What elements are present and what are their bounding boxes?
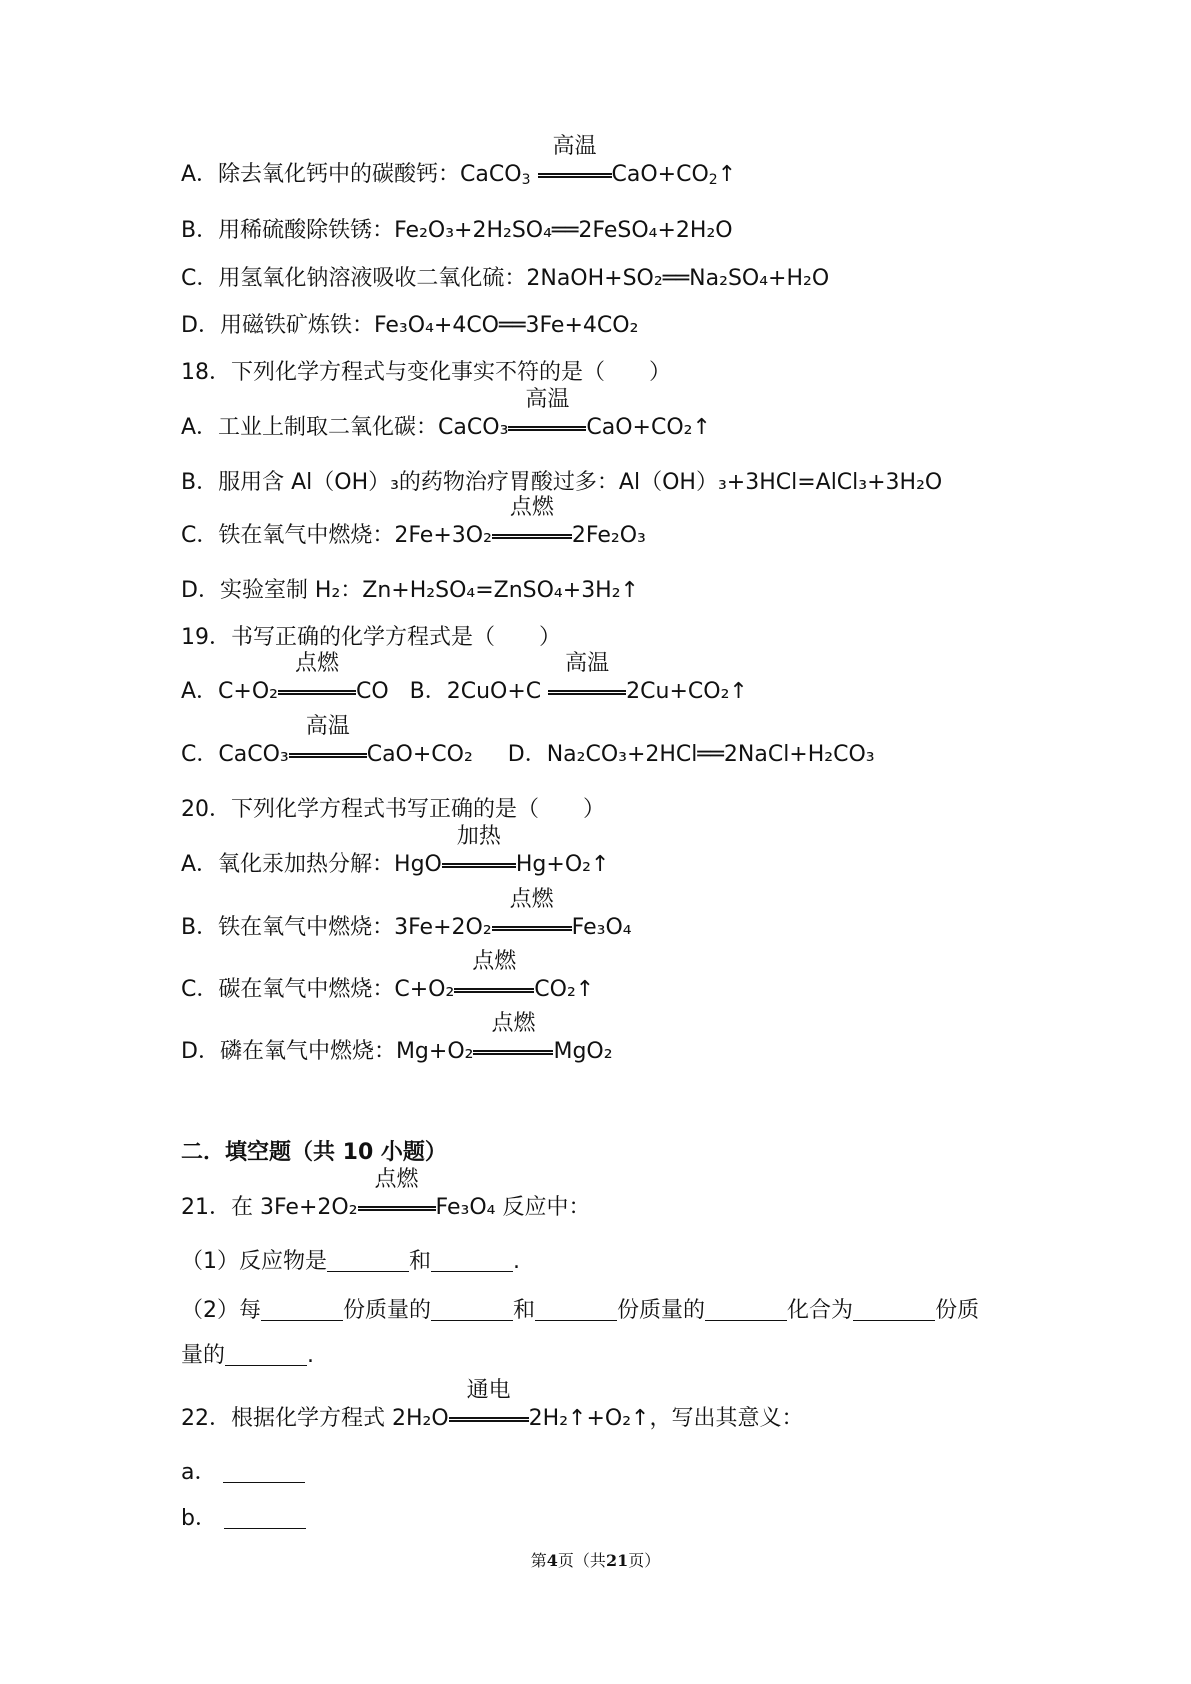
- q20-option-a: [181, 824, 610, 880]
- condition-equals: [442, 824, 516, 880]
- q21-stem: [181, 1167, 591, 1223]
- condition-equals: [358, 1167, 436, 1223]
- q20-option-c: [181, 949, 595, 1005]
- condition-label: 通电: [466, 1378, 511, 1403]
- footer-text: 页）: [628, 1551, 661, 1570]
- q18-a-suffix: CaO+CO₂↑: [586, 415, 711, 440]
- footer-text: 第: [530, 1551, 547, 1570]
- q21-p2-tail: 份质: [935, 1298, 980, 1323]
- q22-answer-a: [181, 1458, 305, 1488]
- condition-equals: [538, 134, 612, 190]
- q21-p3-end: .: [307, 1343, 315, 1368]
- condition-equals: [508, 387, 586, 443]
- q17-option-a: A．除去氧化钙中的碳酸钙：CaCO$_3$ 高温 $CaO+CO_2↑$: [181, 134, 737, 188]
- q17-option-d: D．用磁铁矿炼铁：Fe₃O₄+4CO══3Fe+4CO₂: [181, 313, 639, 338]
- condition-label: 高温: [305, 714, 350, 739]
- q19-option-cd: [181, 714, 875, 770]
- answer-blank[interactable]: [853, 1298, 935, 1321]
- q20-d-prefix: D．磷在氧气中燃烧：Mg+O₂: [181, 1039, 474, 1064]
- condition-label: 高温: [552, 134, 597, 159]
- q21-p2-label: （2）每: [181, 1298, 261, 1323]
- answer-blank[interactable]: [223, 1460, 305, 1483]
- q20-c-suffix: CO₂↑: [534, 977, 595, 1002]
- q21-p2-and: 和: [513, 1298, 536, 1323]
- condition-equals: [548, 651, 626, 707]
- q21-p2-text: 份质量的: [343, 1298, 432, 1323]
- q18-option-c: [181, 495, 646, 551]
- q19-stem: 19．书写正确的化学方程式是（ ）: [181, 625, 561, 650]
- q20-b-suffix: Fe₃O₄: [571, 915, 632, 940]
- q20-a-suffix: Hg+O₂↑: [515, 852, 610, 877]
- q21-p3-label: 量的: [181, 1343, 226, 1368]
- condition-equals: [492, 495, 572, 551]
- answer-blank[interactable]: [224, 1506, 306, 1529]
- q17-option-b: B．用稀硫酸除铁锈：Fe₂O₃+2H₂SO₄══2FeSO₄+2H₂O: [181, 218, 733, 243]
- condition-label: 点燃: [491, 1011, 536, 1036]
- q19-a-suffix: CO: [355, 679, 389, 704]
- q19-a-prefix: A．C+O₂: [181, 679, 278, 704]
- q17-option-c: C．用氢氧化钠溶液吸收二氧化硫：2NaOH+SO₂══Na₂SO₄+H₂O: [181, 266, 830, 291]
- answer-blank[interactable]: [705, 1298, 787, 1321]
- q22-stem: [181, 1378, 804, 1434]
- q21-part1: [181, 1247, 520, 1277]
- q17-a-suffix: CaO+CO: [611, 162, 709, 187]
- q19-b-suffix: 2Cu+CO₂↑: [626, 679, 748, 704]
- q21-prefix: 21．在 3Fe+2O₂: [181, 1195, 358, 1220]
- q17-a-prefix: A．除去氧化钙中的碳酸钙：CaCO: [181, 162, 522, 187]
- q21-p2-text2: 份质量的: [617, 1298, 706, 1323]
- q19-option-ab: [181, 651, 748, 707]
- condition-label: 点燃: [509, 495, 554, 520]
- condition-equals: [454, 949, 534, 1005]
- q20-c-prefix: C．碳在氧气中燃烧：C+O₂: [181, 977, 455, 1002]
- q20-stem: 20．下列化学方程式书写正确的是（ ）: [181, 797, 605, 822]
- condition-label: 高温: [565, 651, 610, 676]
- condition-equals: [278, 651, 356, 707]
- condition-equals: [449, 1378, 529, 1434]
- answer-blank[interactable]: [431, 1249, 513, 1272]
- page-number: 4: [546, 1551, 558, 1570]
- condition-label: 高温: [525, 387, 570, 412]
- answer-blank[interactable]: [535, 1298, 617, 1321]
- q21-part2: [181, 1296, 979, 1326]
- q19-b-prefix: B．2CuO+C: [409, 679, 542, 704]
- condition-equals: [492, 887, 572, 943]
- answer-blank[interactable]: [225, 1343, 307, 1366]
- q18-c-prefix: C．铁在氧气中燃烧：2Fe+3O₂: [181, 523, 492, 548]
- q18-option-b: B．服用含 Al（OH）₃的药物治疗胃酸过多：Al（OH）₃+3HCl=AlCl₃+3H₂O: [181, 470, 943, 495]
- answer-blank[interactable]: [431, 1298, 513, 1321]
- q18-a-prefix: A．工业上制取二氧化碳：CaCO₃: [181, 415, 509, 440]
- q20-b-prefix: B．铁在氧气中燃烧：3Fe+2O₂: [181, 915, 492, 940]
- q20-d-suffix: MgO₂: [553, 1039, 613, 1064]
- q21-p2-combine: 化合为: [787, 1298, 854, 1323]
- footer-text: 页（共: [557, 1551, 606, 1570]
- q18-stem: 18．下列化学方程式与变化事实不符的是（ ）: [181, 360, 671, 385]
- q22-prefix: 22．根据化学方程式 2H₂O: [181, 1406, 449, 1431]
- q22-b-label: b．: [181, 1506, 217, 1531]
- q22-suffix: 2H₂↑+O₂↑，写出其意义：: [528, 1406, 804, 1431]
- q21-part2-cont: [181, 1341, 314, 1371]
- condition-equals: [289, 714, 367, 770]
- q19-c-suffix: CaO+CO₂: [366, 742, 473, 767]
- q22-a-label: a．: [181, 1460, 217, 1485]
- q19-c-prefix: C．CaCO₃: [181, 742, 289, 767]
- q22-answer-b: [181, 1504, 306, 1534]
- q21-p1-end: .: [513, 1249, 521, 1274]
- q21-suffix: Fe₃O₄ 反应中：: [435, 1195, 591, 1220]
- page-footer: [0, 1548, 1191, 1571]
- q20-option-d: [181, 1011, 613, 1067]
- answer-blank[interactable]: [261, 1298, 343, 1321]
- condition-equals: [473, 1011, 553, 1067]
- answer-blank[interactable]: [327, 1249, 409, 1272]
- condition-label: 点燃: [472, 949, 517, 974]
- q18-option-d: D．实验室制 H₂：Zn+H₂SO₄=ZnSO₄+3H₂↑: [181, 578, 639, 603]
- page-total: 21: [605, 1551, 629, 1570]
- q18-c-suffix: 2Fe₂O₃: [571, 523, 646, 548]
- condition-label: 点燃: [294, 651, 339, 676]
- q20-option-b: [181, 887, 632, 943]
- gas-arrow: ↑: [717, 162, 737, 187]
- q18-option-a: [181, 387, 711, 443]
- section-title: 二．填空题（共 10 小题）: [181, 1140, 447, 1165]
- condition-label: 加热: [456, 824, 501, 849]
- q21-p1-and: 和: [409, 1249, 432, 1274]
- q19-d: D．Na₂CO₃+2HCl══2NaCl+H₂CO₃: [507, 742, 875, 767]
- condition-label: 点燃: [509, 887, 554, 912]
- condition-label: 点燃: [374, 1167, 419, 1192]
- q21-p1-label: （1）反应物是: [181, 1249, 327, 1274]
- q20-a-prefix: A．氧化汞加热分解：HgO: [181, 852, 442, 877]
